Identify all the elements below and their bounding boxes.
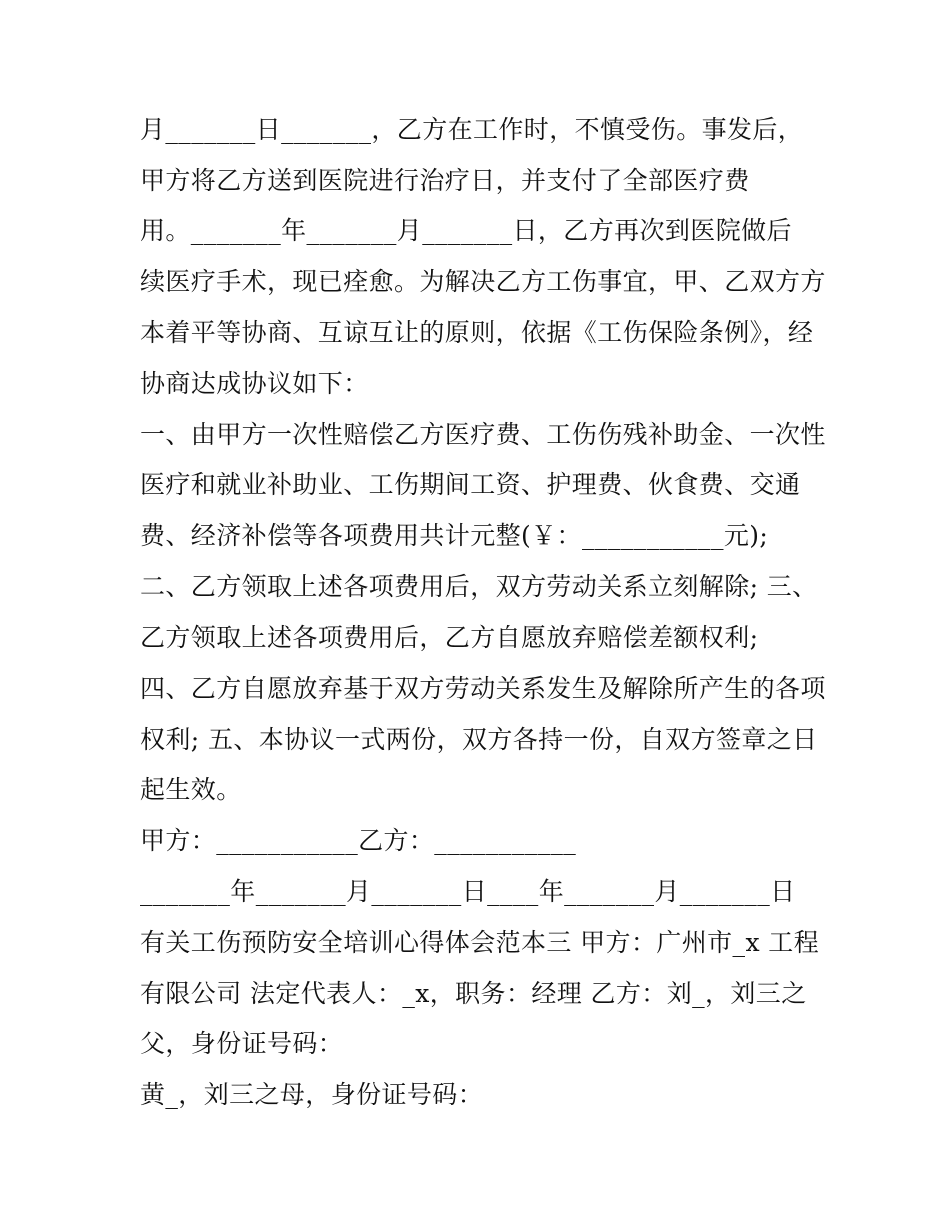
text-line: 乙方领取上述各项费用后，乙方自愿放弃赔偿差额权利; [140,623,759,652]
text-line: 甲方将乙方送到医院进行治疗日，并支付了全部医疗费 [140,166,750,195]
text-line: 月_______日_______，乙方在工作时，不慎受伤。事发后， [140,115,804,144]
text-line: 四、乙方自愿放弃基于双方劳动关系发生及解除所产生的各项 [140,674,826,703]
text-line: 权利; 五、本协议一式两份，双方各持一份，自双方签章之日 [140,725,818,754]
text-line: 黄_，刘三之母，身份证号码： [140,1080,484,1109]
text-line: 有限公司 法定代表人：_x，职务：经理 乙方：刘_，刘三之 [140,979,807,1008]
text-line: 医疗和就业补助业、工伤期间工资、护理费、伙食费、交通 [140,470,801,499]
text-line: 父，身份证号码： [140,1029,344,1058]
date-line: _______年_______月_______日____年_______月_______日 [140,877,796,906]
text-line: 本着平等协商、互谅互让的原则，依据《工伤保险条例》，经 [140,318,814,347]
text-line: 续医疗手术，现已痊愈。为解决乙方工伤事宜，甲、乙双方方 [140,267,826,296]
text-line: 有关工伤预防安全培训心得体会范本三 甲方：广州市_x 工程 [140,928,820,957]
text-line: 费、经济补偿等各项费用共计元整(￥：___________元); [140,521,769,550]
text-line: 用。_______年_______月_______日，乙方再次到医院做后 [140,216,792,245]
signature-line: 甲方：___________乙方：___________ [140,826,577,855]
text-line: 协商达成协议如下： [140,369,369,398]
text-line: 起生效。 [140,775,242,804]
text-line: 一、由甲方一次性赔偿乙方医疗费、工伤伤残补助金、一次性 [140,420,826,449]
text-line: 二、乙方领取上述各项费用后，双方劳动关系立刻解除; 三、 [140,572,818,601]
